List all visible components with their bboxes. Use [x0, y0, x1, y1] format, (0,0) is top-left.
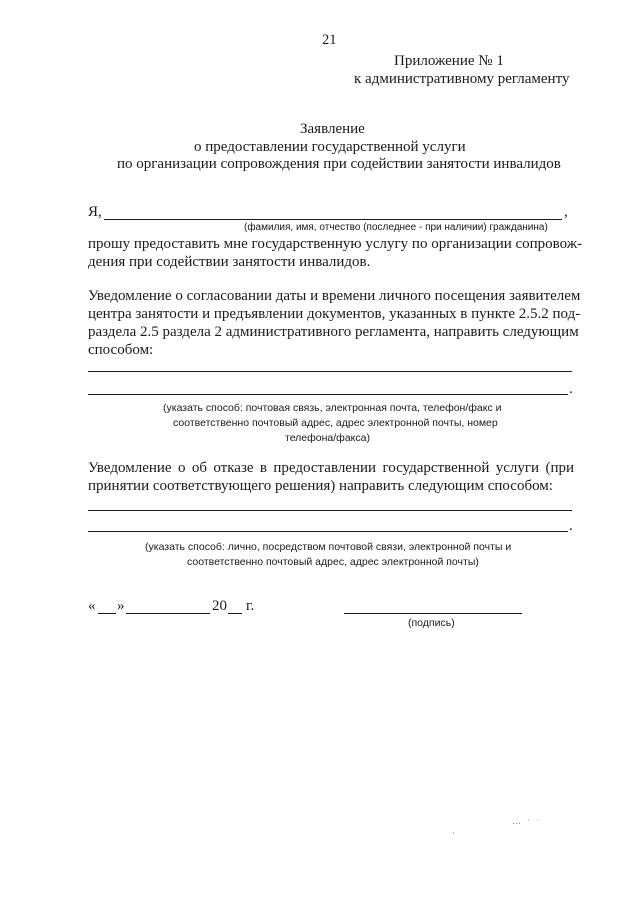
scan-specks: ⋯ ˙ ˙	[512, 818, 542, 828]
signature-label: (подпись)	[408, 617, 455, 629]
request-line2: дения при содействии занятости инвалидов.	[88, 254, 371, 270]
notice-visit-method-field-1[interactable]	[88, 371, 572, 372]
page-number: 21	[322, 32, 337, 48]
date-year-field[interactable]	[228, 613, 242, 614]
notice-refusal-method-field-1[interactable]	[88, 510, 572, 511]
notice-visit-line2: центра занятости и предъявлении документов, указанных в пункте 2.5.2 под-	[88, 306, 581, 322]
heading-line3: по организации сопровождения при содействии занятости инвалидов	[117, 156, 561, 172]
notice-visit-hint-line1: (указать способ: почтовая связь, электронная почта, телефон/факс и	[163, 402, 502, 414]
notice-visit-line4: способом:	[88, 342, 154, 358]
date-month-field[interactable]	[126, 613, 210, 614]
heading-line2: о предоставлении государственной услуги	[194, 139, 466, 155]
notice-refusal-hint-line1: (указать способ: лично, посредством почтовой связи, электронной почты и	[145, 541, 512, 553]
request-line1: прошу предоставить мне государственную услугу по организации сопровож-	[88, 236, 583, 252]
notice-visit-hint-line2: соответственно почтовый адрес, адрес электронной почты, номер	[173, 417, 498, 429]
date-year-prefix: 20	[212, 598, 227, 614]
notice-visit-line3: раздела 2.5 раздела 2 административного регламента, направить следующим	[88, 324, 579, 340]
notice-refusal-method-field-2[interactable]	[88, 531, 568, 532]
notice-visit-end-mark: .	[569, 381, 573, 397]
applicant-name-hint: (фамилия, имя, отчество (последнее - при наличии) гражданина)	[244, 222, 548, 233]
date-day-field[interactable]	[98, 613, 116, 614]
signature-field[interactable]	[344, 613, 522, 614]
date-year-suffix: г.	[246, 598, 255, 614]
notice-refusal-line1: Уведомление о об отказе в предоставлении государственной услуги (при	[88, 460, 574, 476]
scan-speck: ·	[452, 828, 457, 838]
applicant-suffix: ,	[564, 204, 568, 220]
appendix-subtitle: к административному регламенту	[354, 71, 570, 87]
notice-refusal-end-mark: .	[569, 518, 573, 534]
notice-refusal-line2: принятии соответствующего решения) направить следующим способом:	[88, 478, 553, 494]
heading-title: Заявление	[300, 121, 365, 137]
date-open-quote: «	[88, 598, 96, 614]
appendix-title: Приложение № 1	[394, 53, 504, 69]
notice-visit-hint-line3: телефона/факса)	[285, 432, 370, 444]
notice-visit-line1: Уведомление о согласовании даты и времени личного посещения заявителем	[88, 288, 581, 304]
date-close-quote: »	[117, 598, 125, 614]
notice-refusal-hint-line2: соответственно почтовый адрес, адрес электронной почты)	[187, 556, 479, 568]
notice-visit-method-field-2[interactable]	[88, 394, 568, 395]
applicant-name-field[interactable]	[104, 219, 562, 220]
applicant-prefix: Я,	[88, 204, 102, 220]
